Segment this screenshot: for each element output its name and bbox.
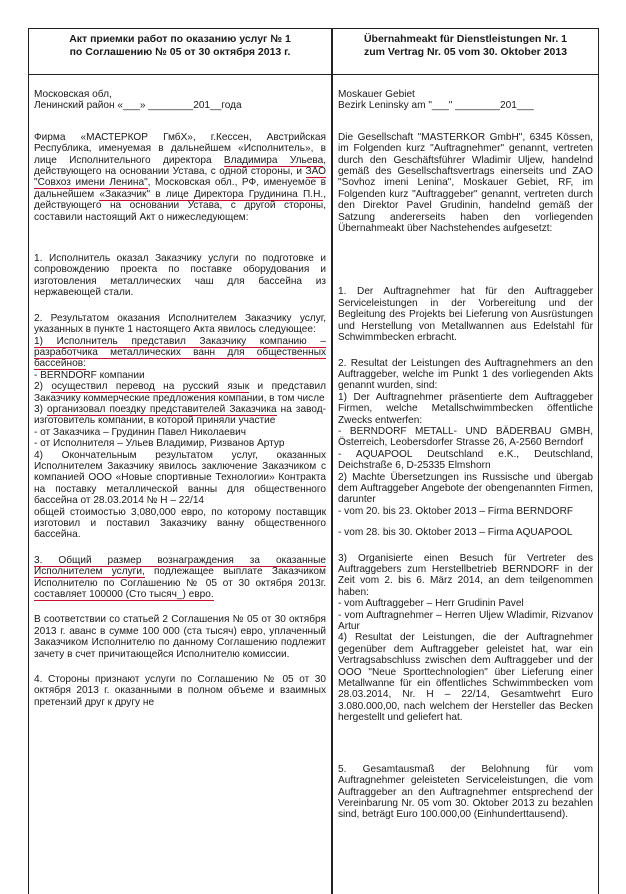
- russian-clause-2-item-1a: - BERNDORF компании: [34, 369, 145, 381]
- russian-clause-2-item-3c: - от Заказчика – Грудинин Павел Николаевич: [34, 426, 247, 438]
- russian-intro: Фирма «МАСТЕРКОР ГмбХ», г.Кессен, Австрийская Республика, именуемая в дальнейшем «Исполнитель», в лице Исполнительного директора Владимира Ульева, действующего на основании Устава, с одной стороны, и ЗАО "Совхоз имени Ленина", Московская обл., РФ, именуемое в дальнейшем «Заказчик" в лице Директора Грудинина П.Н., действующего на основании Устава, с другой стороны, составили настоящий Акт о нижеследующем:: [34, 131, 326, 223]
- russian-clause-4: 4. Стороны признают услуги по Соглашению № 05 от 30 октября 2013 г. оказанными в полном объеме и взаимных претензий друг к другу не: [34, 674, 326, 708]
- underline-mark: Владимира Ульева: [223, 154, 324, 166]
- german-clause-2-item-3a: - vom Auftraggeber – Herr Grudinin Pavel: [338, 598, 524, 610]
- german-clause-2-item-4: 4) Resultat der Leistungen, die der Auftragnehmer gegenüber dem Auftraggeber geleistet hat, war ein Vertragsabschluss zwischen dem Auftraggeber und der OOO "Neue Sporttechnologien" über Lieferung einer Metallwanne für ein öffentliches Schwimmbecken vom 28.03.2014, Nr. H – 22/14, Gesamtwehrt Euro 3.080.000,00, nach welchem der Hersteller das Becken hergestellt und geliefert hat.: [338, 632, 593, 724]
- german-clause-2-item-3b: - vom Auftragnehmer – Herren Uljew Wladimir, Rizvanov Artur: [338, 609, 593, 633]
- german-place-line2: Bezirk Leninsky am "___" ________201___: [338, 100, 534, 112]
- german-clause-2-item-2b: - vom 28. bis 30. Oktober 2013 – Firma AQUAPOOL: [338, 527, 573, 539]
- russian-place-line1: Московская обл,: [34, 89, 112, 100]
- german-clause-2-item-2a: - vom 20. bis 23. Oktober 2013 – Firma BERNDORF: [338, 505, 574, 517]
- russian-column: [29, 29, 331, 894]
- german-intro: Die Gesellschaft "MASTERKOR GmbH", 6345 Kössen, im Folgenden kurz "Auftragnehmer" genannt, vertreten durch den Geschäftsführer Wladimir Uljew, handelnd gemäß des Gesellschaftsvertrags einerseits und ZAO "Sovhoz imeni Lenina", Moskauer Gebiet, RF, im Folgenden kurz "Auftraggeber" genannt, vertreten durch den Direktor Pavel Grudinin, handelnd gemäß der Satzung andererseits haben den vorliegenden Übernahmeakt über Nachstehendes aufgesetzt:: [338, 131, 593, 235]
- german-clause-2-item-2: 2) Machte Übersetzungen ins Russische und übergab dem Auftraggeber Angebote der obengenannten Firmen, darunter: [338, 471, 593, 506]
- russian-clause-1: 1. Исполнитель оказал Заказчику услуги по подготовке и сопровождению проекта по поставке оборудования и изготовления металлических чаш для бассейна из нержавеющей стали.: [34, 253, 326, 299]
- underline-mark: 1) Исполнитель представил Заказчику компанию – разработчика металлических ванн для общественных бассейнов:: [34, 335, 326, 370]
- german-body: [333, 75, 598, 821]
- document-page: [28, 28, 599, 894]
- russian-clause-2-item-3d: - от Исполнителя – Ульев Владимир, Ризванов Артур: [34, 438, 285, 450]
- german-clause-2-item-1b: - AQUAPOOL Deutschland e.K., Deutschland, Deichstraße 6, D-25335 Elmshorn: [338, 448, 593, 472]
- russian-title-line1: Акт приемки работ по оказанию услуг № 1: [69, 33, 291, 45]
- russian-clause-2: 2. Результатом оказания Исполнителем Заказчику услуг, указанных в пункте 1 настоящего Акта явилось следующее:: [34, 312, 326, 336]
- russian-clause-3-advance: В соответствии со статьей 2 Соглашения № 05 от 30 октября 2013 г. аванс в сумме 100 000 (ста тысяч) евро, уплаченный Заказчиком Исполнителю по данному Соглашению подлежит зачету в счет причитающейся Исполнителю комиссии.: [34, 614, 326, 660]
- russian-title: [29, 29, 331, 75]
- german-column: [333, 29, 598, 894]
- russian-clause-2-item-5: общей стоимостью 3,080,000 евро, по которому поставщик изготовил и поставил Заказчику ванну общественного бассейна.: [34, 506, 326, 541]
- underline-mark: осуществил перевод на русский язык: [51, 381, 250, 393]
- russian-clause-2-item-1: [34, 336, 326, 370]
- russian-clause-2-item-3: 3) организовал поездку представителей Заказчика на завод-изготовитель компании, в которой приняли участие: [34, 403, 326, 427]
- german-clause-2-item-3: 3) Organisierte einen Besuch für Vertreter des Auftraggebers zum Herstellbetrieb BERNDORF in der Zeit vom 2. bis 6. März 2014, an dem teilgenommen haben:: [338, 552, 593, 598]
- german-clause-2: 2. Resultat der Leistungen des Auftragnehmers an den Auftraggeber, welche im Punkt 1 des vorliegenden Akts genannt wurden, sind:: [338, 357, 593, 392]
- russian-title-line2: по Соглашению № 05 от 30 октября 2013 г.: [69, 46, 291, 58]
- underline-mark: 3. Общий размер вознаграждения за оказанные Исполнителем услуги,: [34, 554, 326, 578]
- underline-mark: «Заказчик" в лице Директора Грудинина П.Н.: [99, 188, 324, 200]
- russian-place-line2: Ленинский район «___» ________201__года: [34, 100, 242, 112]
- russian-clause-2-item-4: 4) Окончательным результатом услуг, оказанных Исполнителем Заказчику явилось заключение Заказчиком с компанией ООО «Новые спортивные Технологии» Контракта на поставку металлической ванны для общественного бассейна от 28.03.2014 № Н – 22/14: [34, 449, 326, 507]
- german-clause-1: 1. Der Auftragnehmer hat für den Auftraggeber Serviceleistungen in der Vorbereitung und der Begleitung des Projekts bei Lieferung von Ausrüstungen und Herstellung von Metallwannen aus Edelstahl für Schwimmbecken erbracht.: [338, 286, 593, 344]
- german-clause-2-item-1a: - BERNDORF METALL- UND BÄDERBAU GMBH, Österreich, Leobersdorfer Strasse 26, A-2560 Berndorf: [338, 425, 593, 449]
- underline-mark: составляет 100000 (Сто тысяч_) евро.: [34, 589, 214, 601]
- russian-clause-2-item-2: 2) осуществил перевод на русский язык и представил Заказчику коммерческие предложения компании, в том числе: [34, 381, 327, 404]
- german-place-line1: Moskauer Gebiet: [338, 89, 415, 100]
- russian-clause-3: 3. Общий размер вознаграждения за оказанные Исполнителем услуги, подлежащее выплате Заказчиком Исполнителю по Соглашению № 05 от 30 октября 2013г. составляет 100000 (Сто тысяч_) евро.: [34, 554, 326, 601]
- german-clause-2-item-1: 1) Der Auftragnehmer präsentierte dem Auftraggeber Firmen, welche Metallschwimmbecken öffentliche Zwecks entwerfen:: [338, 391, 593, 426]
- underline-mark: ЗАО "Совхоз имени Ленина": [34, 166, 326, 189]
- russian-body: [29, 75, 331, 708]
- german-clause-5: 5. Gesamtausmaß der Belohnung für vom Auftragnehmer geleisteten Serviceleistungen, die vom Auftraggeber an den Auftragnehmer entsprechend der Vereinbarung Nr. 05 vom 30. Oktober 2013 zu bezahlen sind, beträgt Euro 100.000,00 (Einhunderttausend).: [338, 763, 593, 821]
- german-title-line1: Übernahmeakt für Dienstleistungen Nr. 1: [363, 33, 568, 45]
- german-title: [333, 29, 598, 75]
- underline-mark: организовал поездку представителей Заказчика: [47, 403, 277, 415]
- german-title-line2: zum Vertrag Nr. 05 vom 30. Oktober 2013: [363, 46, 568, 58]
